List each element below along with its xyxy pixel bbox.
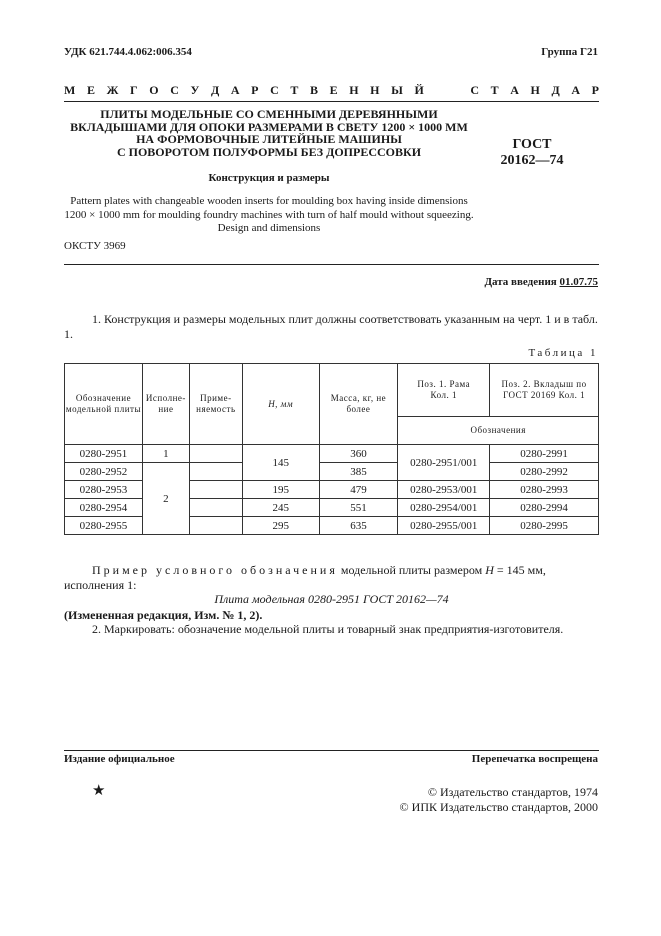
cell-h: 245	[242, 499, 319, 517]
header-pos2: Поз. 2. Вкладыш по ГОСТ 20169 Кол. 1	[490, 364, 599, 417]
copyright	[400, 785, 598, 815]
paragraph-2: 2. Маркировать: обозначение модельной плиты и товарный знак предприятия-изготовителя.	[92, 622, 564, 636]
gost-number	[492, 137, 572, 169]
letter: Т	[290, 83, 299, 97]
letter: Р	[591, 83, 599, 97]
cell-designation: 0280-2954	[65, 499, 143, 517]
cell-applicability	[189, 445, 242, 463]
letter: О	[149, 83, 159, 97]
date-value: 01.07.75	[559, 276, 598, 288]
mid-rule	[64, 264, 599, 265]
header-pos1: Поз. 1. Рама Кол. 1	[398, 364, 490, 417]
cell-insert: 0280-2993	[490, 481, 599, 499]
title-line: С ПОВОРОТОМ ПОЛУФОРМЫ БЕЗ ДОПРЕССОВКИ	[116, 144, 422, 159]
letter: Т	[490, 83, 499, 97]
example-label: Пример условного обозначения	[92, 563, 338, 577]
header-designation: Обозначение модельной плиты	[65, 364, 143, 445]
copyright-line: © Издательство стандартов, 1974	[427, 785, 598, 799]
cell-designation: 0280-2955	[65, 517, 143, 535]
cell-frame: 0280-2954/001	[398, 499, 490, 517]
cell-h: 195	[242, 481, 319, 499]
letter: Н	[349, 83, 359, 97]
table-row	[65, 463, 599, 481]
paragraph-1: 1. Конструкция и размеры модельных плит должны соответствовать указанным на черт. 1 и в табл. 1.	[64, 312, 598, 341]
cell-applicability	[189, 463, 242, 481]
header-oboznachenie: Обозначения	[398, 417, 599, 445]
title-line: ПЛИТЫ МОДЕЛЬНЫЕ СО СМЕННЫМИ ДЕРЕВЯННЫМИ	[100, 107, 438, 121]
cell-frame: 0280-2951/001	[398, 445, 490, 481]
cell-version: 2	[142, 463, 189, 535]
cell-designation: 0280-2953	[65, 481, 143, 499]
standard-type-heading	[64, 83, 599, 98]
cell-frame: 0280-2953/001	[398, 481, 490, 499]
cell-version: 1	[142, 445, 189, 463]
revision-note: (Измененная редакция, Изм. № 1, 2).	[64, 608, 263, 622]
cell-insert: 0280-2994	[490, 499, 599, 517]
cell-applicability	[189, 517, 242, 535]
header-mass: Масса, кг, не более	[319, 364, 398, 445]
document-title	[64, 108, 474, 158]
table-caption: Таблица 1	[528, 347, 598, 359]
cell-mass: 385	[319, 463, 398, 481]
letter: С	[470, 83, 479, 97]
letter: У	[190, 83, 200, 97]
oksty-code: ОКСТУ 3969	[64, 240, 126, 252]
letter: М	[64, 83, 76, 97]
cell-applicability	[189, 499, 242, 517]
letter: А	[510, 83, 519, 97]
header-h: H, мм	[242, 364, 319, 445]
official-edition: Издание официальное	[64, 753, 175, 765]
example-text: модельной плиты размером	[337, 563, 486, 577]
top-rule	[64, 101, 599, 102]
udk-code: УДК 621.744.4.062:006.354	[64, 46, 192, 58]
cell-mass: 551	[319, 499, 398, 517]
cell-h: 145	[242, 445, 319, 481]
cell-insert: 0280-2992	[490, 463, 599, 481]
letter: Р	[251, 83, 259, 97]
star-icon: ★	[92, 783, 106, 799]
example-h-variable: H	[485, 563, 494, 577]
letter: Ж	[106, 83, 119, 97]
cell-mass: 635	[319, 517, 398, 535]
cell-insert: 0280-2995	[490, 517, 599, 535]
reprint-prohibited: Перепечатка воспрещена	[471, 753, 598, 765]
example-designation: Плита модельная 0280-2951 ГОСТ 20162—74	[214, 592, 449, 606]
letter: С	[170, 83, 179, 97]
letter: Д	[210, 83, 220, 97]
footer-rule	[64, 750, 599, 751]
copyright-line: © ИПК Издательство стандартов, 2000	[399, 800, 598, 814]
letter: В	[309, 83, 318, 97]
cell-frame: 0280-2955/001	[398, 517, 490, 535]
letter: Н	[530, 83, 540, 97]
title-line: НА ФОРМОВОЧНЫЕ ЛИТЕЙНЫЕ МАШИНЫ	[136, 132, 402, 146]
title-line: ВКЛАДЫШАМИ ДЛЯ ОПОКИ РАЗМЕРАМИ В СВЕТУ 1200 × 1000 ММ	[70, 119, 468, 134]
letter: Й	[414, 83, 424, 97]
group-code: Группа Г21	[541, 46, 598, 58]
letter: Е	[329, 83, 338, 97]
letter: А	[571, 83, 580, 97]
example-text: = 145 мм, исполнения 1:	[64, 563, 546, 592]
example-paragraph	[64, 563, 599, 593]
letter: Н	[370, 83, 380, 97]
cell-applicability	[189, 481, 242, 499]
cell-designation: 0280-2951	[65, 445, 143, 463]
document-subtitle: Конструкция и размеры	[208, 172, 330, 184]
letter: С	[270, 83, 279, 97]
letter: А	[230, 83, 240, 97]
dimensions-table	[64, 363, 599, 535]
header-applicability: Приме-няемость	[189, 364, 242, 445]
date-label: Дата введения	[484, 276, 560, 288]
gost-code: 20162—74	[500, 153, 564, 168]
gost-label: ГОСТ	[512, 137, 552, 152]
letter: Г	[130, 83, 138, 97]
letter: Е	[86, 83, 95, 97]
cell-h: 295	[242, 517, 319, 535]
cell-mass: 479	[319, 481, 398, 499]
letter: Ы	[391, 83, 403, 97]
table-row	[65, 445, 599, 463]
header-version: Исполне-ние	[142, 364, 189, 445]
cell-insert: 0280-2991	[490, 445, 599, 463]
english-title: Pattern plates with changeable wooden inserts for moulding box having inside dimensions 1200 × 1000 mm for moulding foundry machines with turn of half mould without squeezing. Design and dimensions	[64, 195, 474, 234]
cell-designation: 0280-2952	[65, 463, 143, 481]
introduction-date	[484, 276, 598, 288]
letter: Д	[551, 83, 560, 97]
cell-mass: 360	[319, 445, 398, 463]
